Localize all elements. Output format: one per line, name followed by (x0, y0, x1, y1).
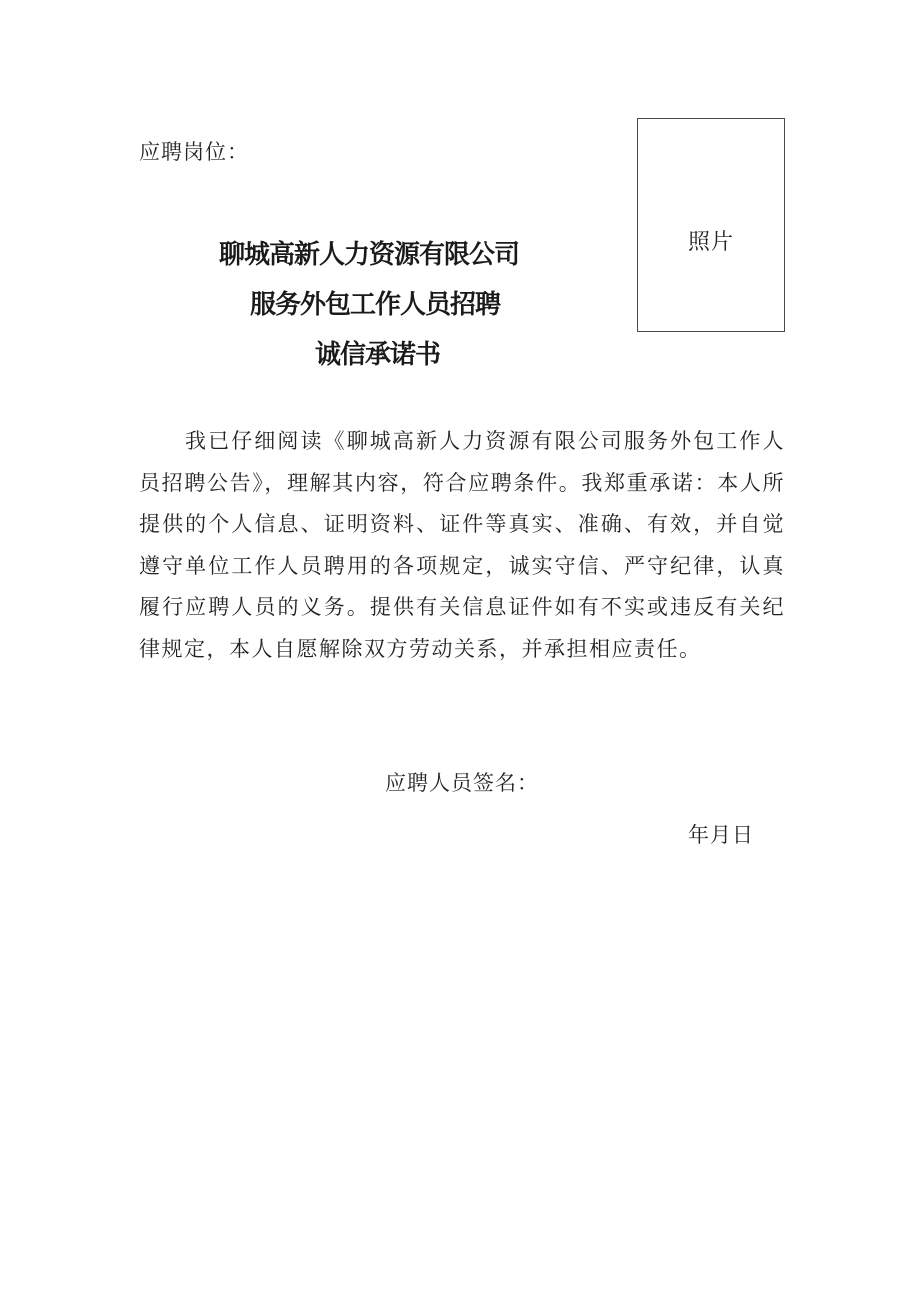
position-field-label: 应聘岗位： (139, 140, 249, 164)
photo-label: 照片 (687, 230, 734, 255)
photo-placeholder-box (637, 118, 785, 332)
document-title-line-2: 服务外包工作人员招聘 (250, 290, 501, 320)
document-title-line-3: 诚信承诺书 (315, 340, 441, 370)
document-title-line-1: 聊城高新人力资源有限公司 (219, 240, 520, 270)
commitment-paragraph: 我已仔细阅读《聊城高新人力资源有限公司服务外包工作人员招聘公告》，理解其内容，符合应聘条件。我郑重承诺：本人所提供的个人信息、证明资料、证件等真实、准确、有效，并自觉遵守单位工作人员聘用的各项规定，诚实守信、严守纪律，认真履行应聘人员的义务。提供有关信息证件如有不实或违反有关纪律规定，本人自愿解除双方劳动关系，并承担相应责任。 (139, 429, 785, 661)
date-label: 年月日 (688, 823, 754, 847)
signature-label: 应聘人员签名： (385, 771, 539, 795)
